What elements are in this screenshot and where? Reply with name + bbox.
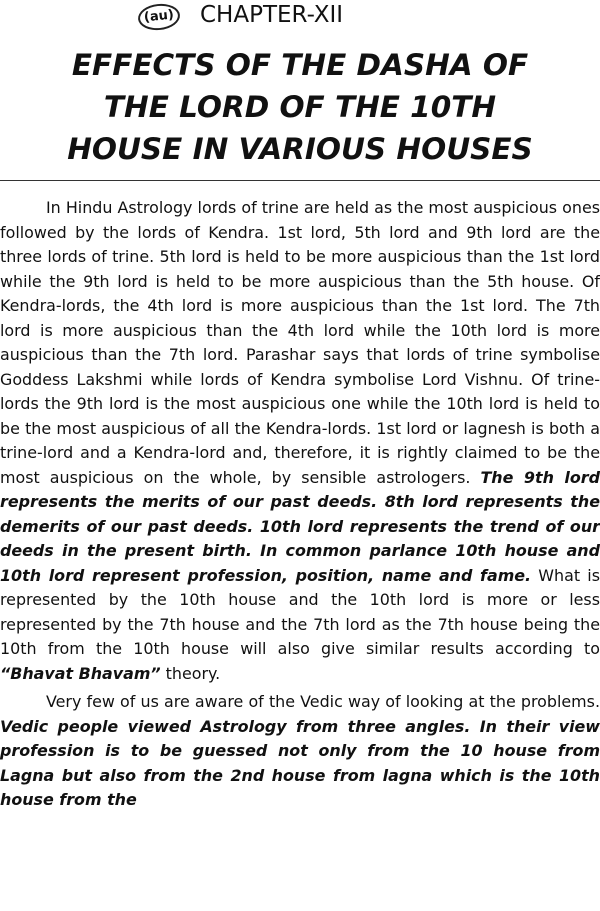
chapter-title bbox=[0, 44, 600, 170]
chapter-title-line-2: THE LORD OF THE 10TH bbox=[103, 90, 497, 124]
chapter-title-line-1: EFFECTS OF THE DASHA OF bbox=[71, 48, 529, 82]
paragraph-1-text-a: In Hindu Astrology lords of trine are held as the most auspicious ones followed by the lords of Kendra. 1st lord, 5th lord and 9th lord are the three lords of trine. 5th lord is held to be more auspicious than the 1st lord while the 9th lord is held to be more auspicious than the 5th house. Of Kendra-lords, the 4th lord is more auspicious than the 1st lord. The 7th lord is more auspicious than the 4th lord while the 10th lord is more auspicious than the 7th lord. Parashar says that lords of trine symbolise Goddess Lakshmi while lords of Kendra symbolise Lord Vishnu. Of trine-lords the 9th lord is the most auspicious one while the 10th lord is held to be the most auspicious of all the Kendra-lords. 1st lord or lagnesh is both a trine-lord and a Kendra-lord and, therefore, it is rightly claimed to be the most auspicious on the whole, by sensible astrologers. bbox=[0, 198, 600, 487]
paragraph-1 bbox=[0, 196, 600, 686]
title-divider bbox=[0, 180, 600, 182]
paragraph-2 bbox=[0, 690, 600, 813]
paragraph-1-emphasis: The 9th lord represents the merits of our past deeds. 8th lord represents the demerits of our past deeds. 10th lord represents the trend of our deeds in the present birth. In common parlance 10th house and 10th lord represent profession, position, name and fame. bbox=[0, 467, 600, 585]
paragraph-1-text-c: theory. bbox=[160, 663, 221, 683]
bhavat-bhavam-term: “Bhavat Bhavam” bbox=[0, 663, 161, 683]
paragraph-2-emphasis: Vedic people viewed Astrology from three angles. In their view profession is to be guessed not only from the 10 house from Lagna but also from the 2nd house from lagna which is the 10th house from the bbox=[0, 716, 600, 809]
page-header bbox=[0, 2, 600, 32]
chapter-body bbox=[0, 196, 600, 813]
paragraph-2-text-a: Very few of us are aware of the Vedic way of looking at the problems. bbox=[46, 692, 600, 711]
chapter-label: CHAPTER-XII bbox=[200, 2, 344, 28]
paragraph-1-text-b: What is represented by the 10th house and the 10th lord is more or less represented by the 7th house and the 7th lord as the 7th house being the 10th from the 10th house will also give similar results according to bbox=[0, 565, 600, 658]
handwritten-page-mark: (au) bbox=[137, 2, 181, 32]
chapter-title-line-3: HOUSE IN VARIOUS HOUSES bbox=[67, 132, 533, 166]
